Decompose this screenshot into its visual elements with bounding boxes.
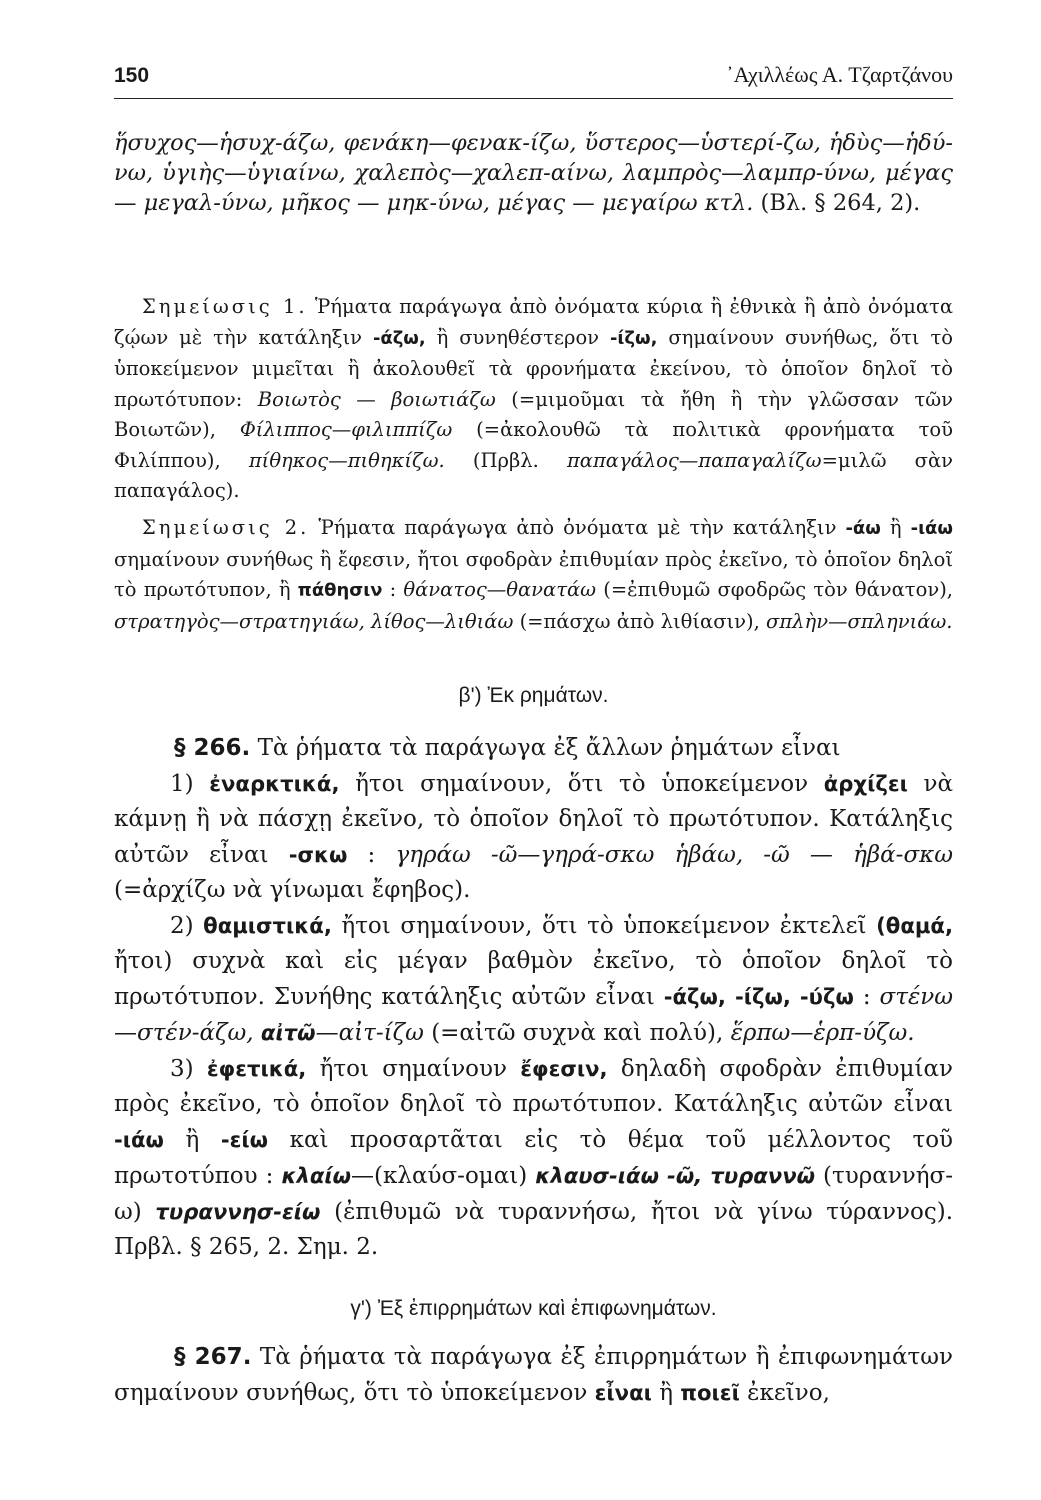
section-267 [114, 1340, 953, 1411]
item-bold: (θαμά, [876, 913, 953, 938]
section-267-body: Τὰ ῥήματα τὰ παράγωγα ἐξ ἐπιρρημάτων ἢ ἐπιφωνημάτων σημαίνουν συνήθως, ὅτι τὸ ὑποκείμενον [114, 1344, 954, 1406]
page-number: 150 [114, 64, 150, 87]
item-text: (τυραννήσ-ω) [114, 1163, 953, 1225]
item-text: δηλαδὴ σφοδρὰν ἐπιθυμίαν πρὸς ἐκεῖνο, τὸ ὁποῖον δηλοῖ τὸ πρωτότυπον. Κατάληξις αὐτῶν εἶναι [114, 1056, 954, 1117]
note-2-term: πάθησιν [297, 580, 383, 601]
item-ending: -ιάω [114, 1127, 164, 1152]
intro-ref: (Βλ. § 264, 2). [760, 190, 921, 216]
note-2-example: θάνατος—θανατάω [403, 578, 597, 601]
note-1-text: (Πρβλ. [472, 448, 539, 472]
item-example: ἕρπω—ἑρπ-ύζω. [730, 1020, 915, 1046]
item-text: (=ἀρχίζω νὰ γίνωμαι ἔφηβος). [114, 877, 471, 903]
note-1-text: σημαίνουν συνήθως, ὅτι τὸ ὑποκείμενον μιμεῖται ἢ ἀκολουθεῖ τὰ φρονήματα ἐκείνου, τὸ ὁποῖον δηλοῖ τὸ πρωτότυπον: [114, 325, 954, 411]
item-example: —αἰτ-ίζω [315, 1020, 424, 1046]
note-1-label: Σημείωσις 1. [142, 295, 308, 318]
section-267-bold: εἶναι [594, 1380, 652, 1405]
list-item [114, 908, 953, 1051]
note-1-text: ἢ συνηθέστερον [436, 325, 600, 349]
note-2-example: στρατηγὸς—στρατηγιάω, λίθος—λιθιάω [114, 609, 514, 633]
item-term: θαμιστικά, [203, 913, 332, 938]
item-bold: αἰτῶ [260, 1020, 316, 1045]
note-2-text: : [389, 578, 397, 601]
item-text: —(κλαύσ-ομαι) [351, 1163, 528, 1189]
note-1-text: (=ἀκολουθῶ τὰ πολιτικὰ φρονήματα τοῦ Φιλίππου), [114, 418, 954, 472]
note-1-example: παπαγάλος—παπαγαλίζω [566, 448, 822, 472]
running-author: ᾿Αχιλλέως Α. Τζαρτζάνου [726, 62, 953, 87]
note-2-text: Ῥήματα παράγωγα ἀπὸ ὀνόματα μὲ τὴν κατάληξιν [318, 516, 837, 539]
note-2-text: ἢ [889, 516, 902, 539]
intro-paragraph [114, 128, 953, 218]
item-text: : [367, 842, 376, 868]
note-1-ending: -ίζω, [609, 327, 658, 349]
note-1-text: Ῥήματα παράγωγα ἀπὸ ὀνόματα κύρια ἢ ἐθνικὰ ἢ ἀπὸ ὀνόματα ζῴων μὲ τὴν κατάληξιν [114, 295, 954, 349]
item-text: (ἐπιθυμῶ νὰ τυραννήσω, ἤτοι νὰ γίνω τύραννος). Πρβλ. § 265, 2. Σημ. 2. [114, 1199, 953, 1260]
item-example: γηράω -ῶ—γηρά-σκω ἡβάω, -ῶ — ἡβά-σκω [395, 842, 953, 868]
item-text: : [862, 984, 871, 1010]
note-2-ending: -ιάω [910, 518, 953, 539]
note-1-example: Φίλιππος—φιλιππίζω [239, 418, 453, 441]
item-number: 3) [170, 1056, 194, 1082]
item-number: 2) [170, 913, 194, 939]
item-bold: ἔφεσιν, [520, 1056, 608, 1081]
item-text: νὰ κάμνῃ ἢ νὰ πάσχῃ ἐκεῖνο, τὸ ὁποῖον δηλοῖ τὸ πρωτότυπον. Κατάληξις αὐτῶν εἶναι [114, 771, 953, 868]
item-example: κλαίω [281, 1163, 352, 1188]
header-rule [114, 98, 953, 99]
item-bold: ἀρχίζει [823, 771, 908, 796]
note-1-example: πίθηκος—πιθηκίζω. [248, 448, 445, 472]
subheading-from-adverbs: γ') Ἐξ ἐπιρρημάτων καὶ ἐπιφωνημάτων. [350, 1297, 717, 1320]
note-2-label: Σημείωσις 2. [142, 516, 310, 539]
item-text: ἤτοι σημαίνουν, ὅτι τὸ ὑποκείμενον [355, 771, 809, 797]
note-2-text: σημαίνουν συνήθως ἢ ἔφεσιν, ἤτοι σφοδρὰν ἐπιθυμίαν πρὸς ἐκεῖνο, τὸ ὁποῖον δηλοῖ τὸ πρωτότυπον, ἢ [114, 547, 953, 601]
item-term: ἐφετικά, [206, 1056, 307, 1081]
item-example: στένω —στέν-άζω, [114, 984, 954, 1046]
item-text: ἤτοι σημαίνουν, ὅτι τὸ ὑποκείμενον ἐκτελεῖ [341, 913, 867, 939]
section-number: § 267. [174, 1344, 252, 1370]
note-2-text: (=πάσχω ἀπὸ λιθίασιν), [519, 609, 760, 633]
note-1-text: (=μιμοῦμαι τὰ ἤθη ἢ τὴν γλῶσσαν τῶν Βοιωτῶν), [114, 387, 953, 441]
item-example: τυραννησ-είω [155, 1199, 321, 1224]
note-1-ending: -άζω, [372, 327, 426, 349]
item-term: ἐναρκτικά, [209, 771, 340, 796]
item-text: ἢ [185, 1127, 200, 1153]
item-text: (=αἰτῶ συχνὰ καὶ πολύ), [431, 1020, 724, 1046]
item-text: ἤτοι σημαίνουν [319, 1056, 507, 1082]
item-number: 1) [170, 771, 194, 797]
note-1-example: Βοιωτὸς — βοιωτιάζω [257, 387, 496, 411]
item-ending: -είω [220, 1127, 269, 1152]
section-267-body: ἢ [659, 1380, 673, 1406]
item-ending: -άζω, -ίζω, -ύζω [663, 984, 854, 1009]
section-266 [114, 731, 953, 1265]
list-item [114, 766, 953, 908]
note-2-example: σπλὴν—σπληνιάω. [766, 609, 953, 633]
note-1 [114, 292, 953, 507]
section-266-lead-text: Τὰ ῥήματα τὰ παράγωγα ἐξ ἄλλων ῥημάτων εἶναι [257, 735, 841, 761]
section-267-bold: ποιεῖ [680, 1380, 740, 1405]
list-item [114, 1051, 953, 1265]
intro-text: ἥσυχος—ἡσυχ-άζω, φενάκη—φενακ-ίζω, ὕστερος—ὑστερί-ζω, ἡδὺς—ἡδύ-νω, ὑγιὴς—ὑγιαίνω, χαλεπὸς—χαλεπ-αίνω, λαμπρὸς—λαμπρ-ύνω, μέγας — μεγαλ-ύνω, μῆκος — μηκ-ύνω, μέγας — μεγαίρω κτλ. [114, 130, 953, 216]
section-267-text [114, 1340, 953, 1411]
item-ending: -σκω [288, 842, 348, 867]
section-number: § 266. [174, 735, 251, 761]
item-example: κλαυσ-ιάω -ῶ, τυραννῶ [535, 1163, 816, 1188]
item-text: ἤτοι) συχνὰ καὶ εἰς μέγαν βαθμὸν ἐκεῖνο, τὸ ὁποῖον δηλοῖ τὸ πρωτότυπον. Συνήθης κατάληξις αὐτῶν εἶναι [114, 948, 953, 1010]
section-266-lead [114, 731, 953, 766]
running-head [114, 62, 953, 88]
note-1-text: =μιλῶ σὰν παπαγάλος). [114, 448, 953, 502]
section-267-body: ἐκεῖνο, [747, 1380, 830, 1406]
note-2-ending: -άω [845, 518, 881, 539]
note-2 [114, 513, 953, 637]
item-text: καὶ προσαρτᾶται εἰς τὸ θέμα τοῦ μέλλοντος τοῦ πρωτοτύπου : [114, 1127, 954, 1189]
note-2-text: (=ἐπιθυμῶ σφοδρῶς τὸν θάνατον), [603, 578, 953, 601]
subheading-from-verbs: β') Ἐκ ρημάτων. [458, 684, 609, 707]
